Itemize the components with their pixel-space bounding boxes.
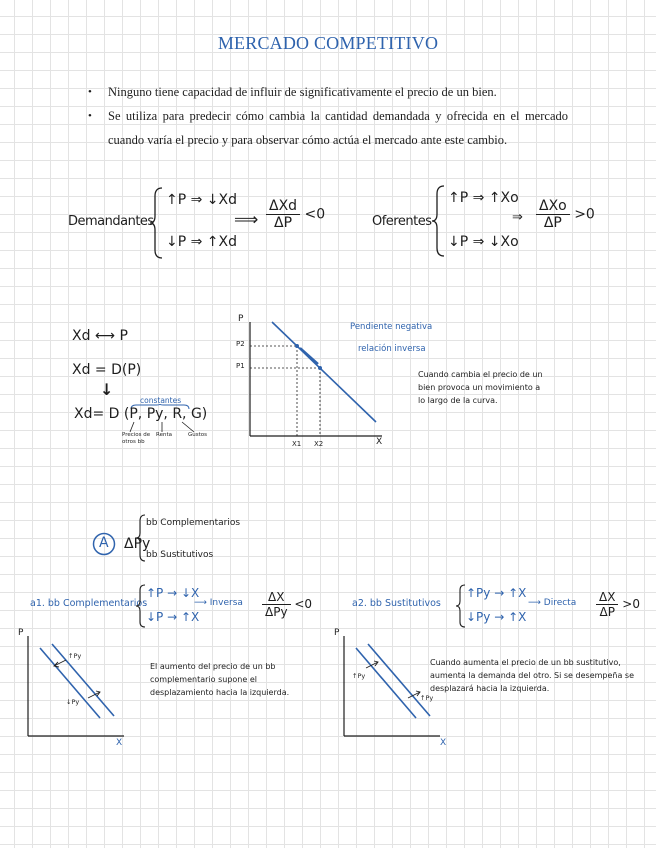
graph1-p1-label: P1 xyxy=(236,362,245,370)
page-title: MERCADO COMPETITIVO xyxy=(217,33,439,53)
graph1-note: Cuando cambia el precio de un bien provoca un movimiento a lo largo de la curva. xyxy=(418,370,543,405)
function-line2: Xd = D(P) xyxy=(72,362,142,378)
a2-sign: >0 xyxy=(622,597,640,611)
oferentes-brace xyxy=(432,184,446,258)
bullet-item: • Se utiliza para predecir cómo cambia la cantidad demandada y ofrecida en el mercado cuando varía el precio y para observar cómo actúa el mercado ante este cambio. xyxy=(88,104,568,152)
a1-p-label: P xyxy=(18,628,24,638)
a1-graph xyxy=(14,630,134,750)
oferentes-arrow: ⇒ xyxy=(512,210,523,225)
slope-note-1: Pendiente negativa xyxy=(350,322,433,332)
function-line1: Xd ⟷ P xyxy=(72,328,128,344)
graph1-point-b xyxy=(318,366,322,370)
demandantes-arrow: ⟹ xyxy=(234,210,259,230)
section-a-letter: A xyxy=(99,535,109,551)
a2-brace xyxy=(456,584,466,628)
graph1-p2-label: P2 xyxy=(236,340,245,348)
a1-brace xyxy=(136,584,146,628)
graph1-point-a xyxy=(295,344,299,348)
a2-line1: ↑Py → ↑X xyxy=(466,586,527,600)
a2-frac-num: ΔX xyxy=(596,590,618,605)
demandantes-label: Demandantes xyxy=(68,214,154,229)
a2-demand-right xyxy=(368,644,430,716)
section-a-label: ΔPy xyxy=(124,536,151,552)
a1-line2: ↓P → ↑X xyxy=(146,610,200,624)
a1-relation: ⟶ Inversa xyxy=(194,598,243,608)
function-line3: Xd= D (P, Py, R, G) xyxy=(74,406,208,422)
slope-note-2: relación inversa xyxy=(358,344,426,354)
demand-curve xyxy=(272,322,376,422)
a2-shift-up-label: ↑Py xyxy=(352,672,366,680)
bullet-list xyxy=(88,80,568,152)
graph1-x1-label: X1 xyxy=(292,440,302,448)
a2-x-label: X xyxy=(440,738,447,748)
oferentes-line1: ↑P ⇒ ↑Xo xyxy=(448,190,519,206)
oferentes-sign: >0 xyxy=(574,206,595,223)
a1-shift-up-label: ↑Py xyxy=(68,652,82,660)
a2-heading: a2. bb Sustitutivos xyxy=(352,598,441,609)
section-a-brace xyxy=(136,514,146,562)
a2-shift-down-label: ↑Py xyxy=(420,694,434,702)
a2-relation: ⟶ Directa xyxy=(528,598,577,608)
bullet-item: • Ninguno tiene capacidad de influir de significativamente el precio de un bien. xyxy=(88,80,568,104)
a1-frac-num: ΔX xyxy=(262,590,291,605)
demand-graph xyxy=(236,316,386,450)
a1-sign: <0 xyxy=(294,597,313,611)
demandantes-line1: ↑P ⇒ ↓Xd xyxy=(166,192,238,208)
a2-note: Cuando aumenta el precio de un bb sustitutivo, aumenta la demanda del otro. Si se desempeña se desplazará hacia la izquierda. xyxy=(430,658,635,693)
oferentes-line2: ↓P ⇒ ↓Xo xyxy=(448,234,519,250)
a1-fraction xyxy=(262,590,312,619)
section-a-option2: bb Sustitutivos xyxy=(146,550,214,560)
a1-note: El aumento del precio de un bb complementario supone el desplazamiento hacia la izquierda. xyxy=(150,662,290,697)
oferentes-fraction xyxy=(536,198,595,231)
graph1-p-label: P xyxy=(238,314,244,324)
demandantes-frac-den: ΔP xyxy=(274,215,293,231)
oferentes-frac-num: ΔXo xyxy=(536,198,570,215)
section-a-option1: bb Complementarios xyxy=(146,518,241,528)
a2-line2: ↓Py → ↑X xyxy=(466,610,527,624)
constantes-label: constantes xyxy=(140,396,182,405)
demandantes-line2: ↓P ⇒ ↑Xd xyxy=(166,234,238,250)
a2-frac-den: ΔP xyxy=(599,605,615,619)
a1-shift-down-label: ↓Py xyxy=(66,698,80,706)
demandantes-fraction xyxy=(266,198,325,231)
a2-p-label: P xyxy=(334,628,340,638)
a1-frac-den: ΔPy xyxy=(265,605,288,619)
a2-demand-left xyxy=(356,648,416,718)
a2-fraction xyxy=(596,590,640,619)
oferentes-frac-den: ΔP xyxy=(543,215,562,231)
a1-shift-left-arrow xyxy=(54,660,66,666)
a1-demand-right xyxy=(52,644,114,716)
oferentes-label: Oferentes xyxy=(372,214,432,229)
a1-heading: a1. bb Complementarios xyxy=(30,598,148,609)
sub-label-otros-precios: Precios de otros bb xyxy=(122,432,151,445)
graph1-x2-label: X2 xyxy=(314,440,324,448)
sub-label-gustos: Gustos xyxy=(188,432,208,438)
demandantes-sign: <0 xyxy=(304,206,326,223)
a1-relation-text: Inversa xyxy=(209,598,243,608)
demandantes-frac-num: ΔXd xyxy=(266,198,300,215)
sub-label-renta: Renta xyxy=(156,432,172,438)
graph1-x-label: X xyxy=(376,437,383,447)
demandantes-brace xyxy=(150,186,164,260)
down-arrow-icon: ↓ xyxy=(100,380,114,399)
a1-x-label: X xyxy=(116,738,123,748)
a2-relation-text: Directa xyxy=(543,598,577,608)
a1-line1: ↑P → ↓X xyxy=(146,586,200,600)
graph1-movement-arrow xyxy=(300,348,318,364)
